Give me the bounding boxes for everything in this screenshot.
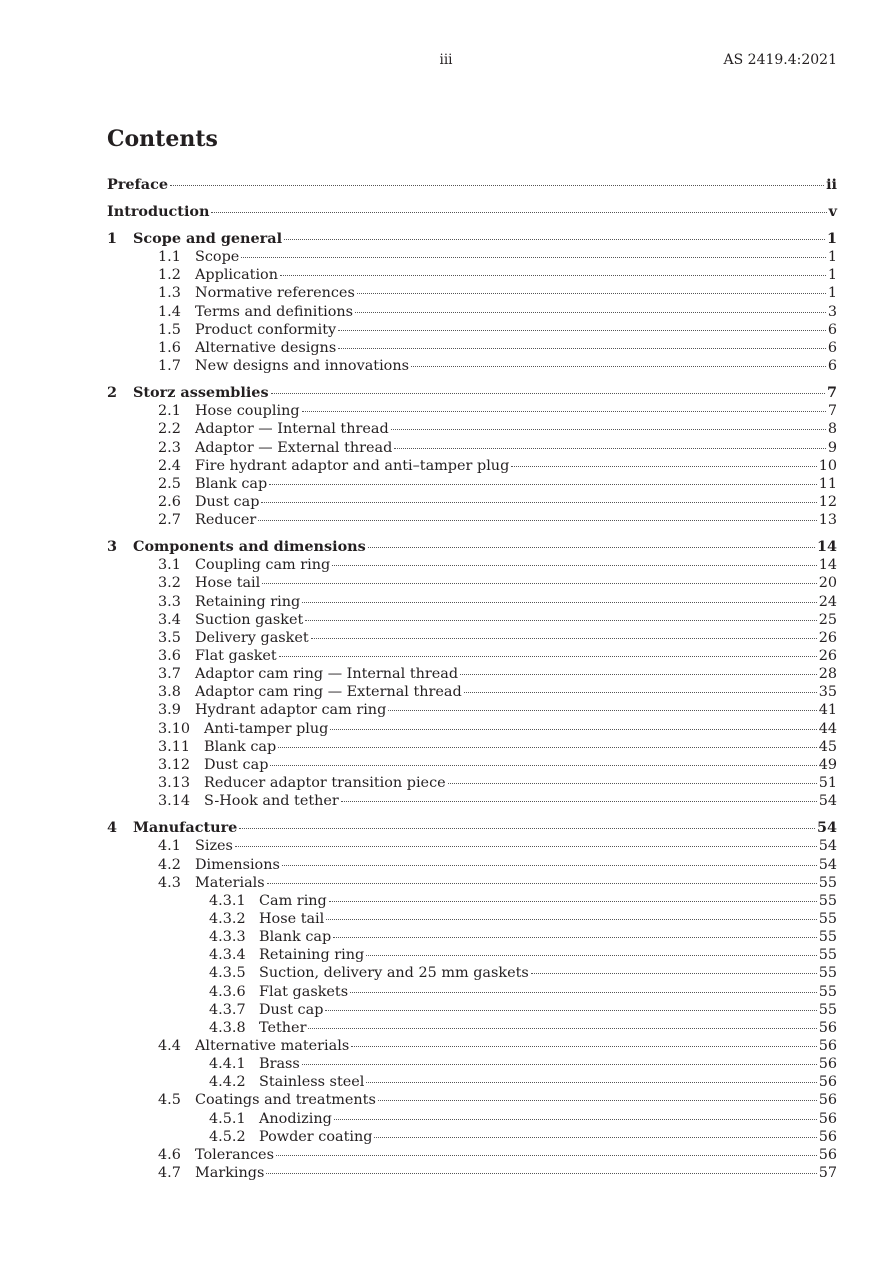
toc-entry-number: 3.7 bbox=[158, 666, 181, 683]
toc-entry-page: 56 bbox=[818, 1019, 837, 1036]
toc-entry-page: 26 bbox=[818, 648, 837, 664]
toc-entry-title: Scope and general bbox=[133, 230, 283, 247]
dot-leader bbox=[460, 674, 817, 675]
dot-leader bbox=[351, 1046, 816, 1047]
dot-leader bbox=[271, 393, 825, 394]
toc-entry[interactable] bbox=[0, 511, 837, 529]
toc-entry-number: 3.10 bbox=[158, 720, 191, 737]
toc-entry-title: Adaptor — Internal thread bbox=[195, 421, 389, 438]
toc-entry-title: Coupling cam ring bbox=[195, 557, 331, 574]
toc-entry-title: Application bbox=[195, 267, 278, 284]
toc-entry-number: 3 bbox=[107, 538, 118, 556]
toc-entry-page: 56 bbox=[818, 1074, 837, 1091]
toc-entry-page: 56 bbox=[818, 1146, 837, 1163]
toc-entry-page: 55 bbox=[818, 983, 837, 1000]
toc-entry-number: 1.4 bbox=[158, 303, 181, 320]
toc-entry[interactable] bbox=[0, 819, 837, 837]
toc-entry-number: 3.12 bbox=[158, 756, 191, 773]
toc-entry-page: ii bbox=[826, 176, 837, 193]
toc-entry-page: 14 bbox=[816, 538, 837, 556]
toc-entry-number: 1.1 bbox=[158, 249, 181, 266]
toc-entry-page: 49 bbox=[818, 756, 837, 773]
toc-entry-title: Coatings and treatments bbox=[195, 1092, 376, 1109]
toc-entry-page: 28 bbox=[818, 666, 837, 683]
toc-entry-page: 54 bbox=[816, 819, 837, 837]
toc-entry-title: Preface bbox=[107, 176, 168, 193]
dot-leader bbox=[266, 1173, 816, 1174]
toc-entry[interactable] bbox=[0, 683, 837, 701]
toc-entry[interactable] bbox=[0, 892, 837, 910]
toc-entry-number: 4.3 bbox=[158, 874, 181, 891]
dot-leader bbox=[374, 1137, 816, 1138]
toc-entry-number: 2.5 bbox=[158, 475, 181, 492]
dot-leader bbox=[284, 239, 825, 240]
toc-entry[interactable] bbox=[0, 339, 837, 357]
toc-entry-title: Adaptor cam ring — Internal thread bbox=[195, 666, 459, 683]
toc-entry[interactable] bbox=[0, 856, 837, 874]
toc-entry-page: 24 bbox=[818, 593, 837, 610]
toc-entry[interactable] bbox=[0, 983, 837, 1001]
toc-entry-number: 4.1 bbox=[158, 838, 181, 855]
toc-entry-page: 14 bbox=[818, 557, 837, 574]
toc-entry-number: 4.4.2 bbox=[209, 1074, 246, 1091]
toc-entry[interactable] bbox=[0, 738, 837, 756]
toc-entry-number: 4.3.2 bbox=[209, 910, 246, 927]
dot-leader bbox=[330, 729, 816, 730]
toc-entry-title: Tether bbox=[259, 1019, 307, 1036]
toc-entry-page: 51 bbox=[818, 775, 837, 792]
dot-leader bbox=[333, 937, 817, 938]
toc-entry[interactable] bbox=[0, 756, 837, 774]
dot-leader bbox=[261, 502, 816, 503]
toc-entry-page: 6 bbox=[827, 358, 837, 375]
toc-entry[interactable] bbox=[0, 611, 837, 629]
toc-entry-page: 35 bbox=[818, 684, 837, 701]
toc-entry-title: Alternative materials bbox=[195, 1038, 350, 1054]
toc-entry-number: 1.6 bbox=[158, 339, 181, 356]
toc-entry-page: 25 bbox=[818, 611, 837, 628]
toc-entry[interactable] bbox=[0, 720, 837, 738]
toc-entry-page: 55 bbox=[818, 1001, 837, 1018]
toc-entry-page: 10 bbox=[818, 457, 837, 474]
toc-entry-number: 4.2 bbox=[158, 856, 181, 873]
toc-entry-page: 56 bbox=[818, 1056, 837, 1073]
dot-leader bbox=[282, 865, 817, 866]
toc-entry-number: 4.3.3 bbox=[209, 929, 246, 946]
toc-entry-title: Introduction bbox=[107, 203, 210, 220]
toc-entry[interactable] bbox=[0, 792, 837, 810]
dot-leader bbox=[350, 992, 817, 993]
toc-entry-title: Dust cap bbox=[195, 493, 260, 510]
toc-entry[interactable] bbox=[0, 556, 837, 574]
toc-entry[interactable] bbox=[0, 964, 837, 982]
toc-entry[interactable] bbox=[0, 538, 837, 556]
toc-entry[interactable] bbox=[0, 230, 837, 248]
toc-entry-number: 1.7 bbox=[158, 358, 181, 375]
dot-leader bbox=[394, 448, 826, 449]
toc-entry-number: 3.6 bbox=[158, 648, 181, 664]
toc-entry[interactable] bbox=[0, 701, 837, 719]
toc-entry-title: New designs and innovations bbox=[195, 358, 410, 375]
toc-entry-title: Terms and definitions bbox=[195, 303, 354, 320]
toc-entry-number: 4.4 bbox=[158, 1038, 181, 1054]
toc-entry-page: 55 bbox=[818, 947, 837, 964]
toc-entry-page: 57 bbox=[818, 1165, 837, 1182]
toc-entry-page: 55 bbox=[818, 929, 837, 946]
toc-entry-title: Manufacture bbox=[133, 819, 238, 837]
toc-entry-title: Flat gaskets bbox=[259, 983, 349, 1000]
toc-entry-title: Components and dimensions bbox=[133, 538, 366, 556]
toc-entry-number: 3.14 bbox=[158, 793, 191, 810]
toc-entry-page: 45 bbox=[818, 738, 837, 755]
dot-leader bbox=[334, 1119, 817, 1120]
toc-entry-page: 41 bbox=[818, 702, 837, 719]
toc-entry-title: Retaining ring bbox=[195, 593, 301, 610]
toc-entry-page: 11 bbox=[818, 475, 837, 492]
toc-entry-number: 4.3.6 bbox=[209, 983, 246, 1000]
dot-leader bbox=[241, 257, 826, 258]
toc-entry-title: Dimensions bbox=[195, 856, 280, 873]
toc-entry[interactable] bbox=[0, 493, 837, 511]
toc-entry-number: 4.4.1 bbox=[209, 1056, 246, 1073]
dot-leader bbox=[270, 765, 816, 766]
dot-leader bbox=[338, 330, 826, 331]
dot-leader bbox=[357, 293, 826, 294]
toc-entry-page: v bbox=[828, 203, 837, 220]
dot-leader bbox=[302, 1064, 817, 1065]
toc-entry-title: Retaining ring bbox=[259, 947, 365, 964]
toc-entry-page: 54 bbox=[818, 793, 837, 810]
toc-entry-page: 1 bbox=[827, 285, 837, 302]
toc-entry-title: Product conformity bbox=[195, 321, 337, 338]
toc-entry[interactable] bbox=[0, 1164, 837, 1182]
toc-entry[interactable] bbox=[0, 203, 837, 221]
toc-entry-title: Adaptor cam ring — External thread bbox=[195, 684, 462, 701]
toc-entry-number: 3.13 bbox=[158, 775, 191, 792]
toc-entry-title: Hose tail bbox=[195, 575, 261, 592]
toc-entry-title: Suction, delivery and 25 mm gaskets bbox=[259, 965, 529, 982]
toc-entry-title: Reducer adaptor transition piece bbox=[204, 775, 446, 792]
toc-entry[interactable] bbox=[0, 874, 837, 892]
toc-entry-number: 3.5 bbox=[158, 629, 181, 646]
toc-entry[interactable] bbox=[0, 321, 837, 339]
toc-entry[interactable] bbox=[0, 837, 837, 855]
toc-entry-number: 3.2 bbox=[158, 575, 181, 592]
dot-leader bbox=[267, 883, 817, 884]
toc-entry-number: 3.9 bbox=[158, 702, 181, 719]
toc-entry-title: Stainless steel bbox=[259, 1074, 365, 1091]
toc-entry[interactable] bbox=[0, 647, 837, 665]
dot-leader bbox=[235, 846, 817, 847]
dot-leader bbox=[448, 783, 817, 784]
toc-entry-number: 4.3.4 bbox=[209, 947, 246, 964]
toc-entry-number: 2.6 bbox=[158, 493, 181, 510]
toc-entry-page: 1 bbox=[827, 267, 837, 284]
toc-entry[interactable] bbox=[0, 774, 837, 792]
toc-entry-number: 4.7 bbox=[158, 1165, 181, 1182]
toc-entry-page: 7 bbox=[827, 403, 837, 420]
toc-entry[interactable] bbox=[0, 629, 837, 647]
toc-entry-number: 2.1 bbox=[158, 403, 181, 420]
toc-entry-title: Flat gasket bbox=[195, 648, 277, 664]
dot-leader bbox=[411, 366, 826, 367]
toc-entry-page: 56 bbox=[818, 1128, 837, 1145]
toc-entry[interactable] bbox=[0, 1037, 837, 1055]
toc-entry-title: Normative references bbox=[195, 285, 355, 302]
toc-entry[interactable] bbox=[0, 1091, 837, 1109]
dot-leader bbox=[302, 602, 816, 603]
dot-leader bbox=[366, 955, 816, 956]
dot-leader bbox=[329, 901, 817, 902]
toc-entry-number: 3.8 bbox=[158, 684, 181, 701]
toc-entry-number: 3.11 bbox=[158, 738, 191, 755]
toc-entry-number: 1.3 bbox=[158, 285, 181, 302]
dot-leader bbox=[308, 1028, 816, 1029]
toc-entry-page: 55 bbox=[818, 892, 837, 909]
toc-entry-page: 56 bbox=[818, 1092, 837, 1109]
dot-leader bbox=[388, 710, 816, 711]
toc-entry[interactable] bbox=[0, 1055, 837, 1073]
toc-entry-title: Fire hydrant adaptor and anti–tamper plug bbox=[195, 457, 510, 474]
toc-entry-title: Materials bbox=[195, 874, 265, 891]
toc-entry-page: 44 bbox=[818, 720, 837, 737]
dot-leader bbox=[278, 747, 817, 748]
toc-entry-page: 3 bbox=[827, 303, 837, 320]
toc-entry-number: 2.2 bbox=[158, 421, 181, 438]
toc-entry[interactable] bbox=[0, 248, 837, 266]
toc-entry[interactable] bbox=[0, 665, 837, 683]
toc-entry[interactable] bbox=[0, 439, 837, 457]
toc-entry-number: 3.1 bbox=[158, 557, 181, 574]
toc-entry[interactable] bbox=[0, 475, 837, 493]
toc-entry-page: 7 bbox=[826, 384, 837, 402]
toc-entry[interactable] bbox=[0, 928, 837, 946]
toc-entry-number: 3.3 bbox=[158, 593, 181, 610]
toc-entry-title: Adaptor — External thread bbox=[195, 439, 393, 456]
toc-entry-title: Blank cap bbox=[195, 475, 268, 492]
toc-entry-number: 4.3.7 bbox=[209, 1001, 246, 1018]
dot-leader bbox=[378, 1100, 817, 1101]
toc-entry-page: 9 bbox=[827, 439, 837, 456]
toc-entry-number: 1 bbox=[107, 230, 118, 247]
toc-entry-page: 20 bbox=[818, 575, 837, 592]
toc-entry[interactable] bbox=[0, 284, 837, 302]
dot-leader bbox=[366, 1082, 816, 1083]
toc-entry-page: 12 bbox=[818, 493, 837, 510]
dot-leader bbox=[262, 583, 816, 584]
toc-entry-title: Hose tail bbox=[259, 910, 325, 927]
toc-entry[interactable] bbox=[0, 593, 837, 611]
toc-entry-page: 8 bbox=[827, 421, 837, 438]
toc-entry[interactable] bbox=[0, 303, 837, 321]
toc-entry-page: 54 bbox=[818, 856, 837, 873]
toc-entry[interactable] bbox=[0, 1146, 837, 1164]
toc-entry-title: Scope bbox=[195, 249, 240, 266]
dot-leader bbox=[311, 638, 817, 639]
toc-entry[interactable] bbox=[0, 266, 837, 284]
dot-leader bbox=[170, 185, 824, 186]
toc-entry[interactable] bbox=[0, 910, 837, 928]
toc-entry[interactable] bbox=[0, 420, 837, 438]
toc-entry-page: 56 bbox=[818, 1038, 837, 1054]
toc-entry-title: Sizes bbox=[195, 838, 233, 855]
toc-entry-title: Storz assemblies bbox=[133, 384, 269, 402]
contents-heading: Contents bbox=[107, 126, 218, 152]
toc-entry[interactable] bbox=[0, 457, 837, 475]
toc-entry-page: 55 bbox=[818, 965, 837, 982]
toc-entry-page: 55 bbox=[818, 874, 837, 891]
toc-entry-title: Dust cap bbox=[204, 756, 269, 773]
toc-entry-title: S-Hook and tether bbox=[204, 793, 339, 810]
toc-entry[interactable] bbox=[0, 1110, 837, 1128]
toc-entry[interactable] bbox=[0, 176, 837, 194]
toc-entry-title: Delivery gasket bbox=[195, 629, 309, 646]
dot-leader bbox=[239, 828, 815, 829]
toc-entry[interactable] bbox=[0, 1019, 837, 1037]
toc-entry[interactable] bbox=[0, 402, 837, 420]
toc-entry-title: Alternative designs bbox=[195, 339, 337, 356]
toc-entry[interactable] bbox=[0, 574, 837, 592]
toc-entry-number: 1.5 bbox=[158, 321, 181, 338]
toc-entry-number: 2.7 bbox=[158, 512, 181, 529]
toc-entry-page: 13 bbox=[818, 512, 837, 529]
toc-entry-number: 2.3 bbox=[158, 439, 181, 456]
dot-leader bbox=[325, 1010, 816, 1011]
page-number: iii bbox=[439, 52, 453, 68]
toc-entry-title: Markings bbox=[195, 1165, 265, 1182]
dot-leader bbox=[391, 429, 826, 430]
dot-leader bbox=[326, 919, 816, 920]
toc-entry-title: Suction gasket bbox=[195, 611, 304, 628]
toc-entry-number: 4 bbox=[107, 819, 118, 837]
toc-entry-page: 56 bbox=[818, 1110, 837, 1127]
toc-entry-title: Hose coupling bbox=[195, 403, 300, 420]
dot-leader bbox=[269, 484, 817, 485]
toc-entry-title: Anodizing bbox=[259, 1110, 332, 1127]
toc-entry[interactable] bbox=[0, 1073, 837, 1091]
toc-entry-number: 1.2 bbox=[158, 267, 181, 284]
toc-entry-page: 6 bbox=[827, 321, 837, 338]
toc-entry-title: Anti-tamper plug bbox=[204, 720, 329, 737]
dot-leader bbox=[368, 547, 815, 548]
toc-entry-page: 6 bbox=[827, 339, 837, 356]
dot-leader bbox=[531, 973, 817, 974]
toc-entry-title: Tolerances bbox=[195, 1146, 274, 1163]
toc-entry[interactable] bbox=[0, 1001, 837, 1019]
toc-entry[interactable] bbox=[0, 946, 837, 964]
dot-leader bbox=[355, 312, 826, 313]
toc-entry[interactable] bbox=[0, 1128, 837, 1146]
toc-entry-number: 2 bbox=[107, 384, 118, 402]
dot-leader bbox=[276, 1155, 817, 1156]
toc-entry[interactable] bbox=[0, 384, 837, 402]
toc-entry-number: 2.4 bbox=[158, 457, 181, 474]
dot-leader bbox=[332, 565, 816, 566]
toc-entry-title: Blank cap bbox=[204, 738, 277, 755]
toc-entry-title: Dust cap bbox=[259, 1001, 324, 1018]
toc-entry-title: Hydrant adaptor cam ring bbox=[195, 702, 387, 719]
dot-leader bbox=[511, 466, 816, 467]
dot-leader bbox=[280, 275, 826, 276]
toc-entry-title: Reducer bbox=[195, 512, 257, 529]
toc-entry-number: 4.5 bbox=[158, 1092, 181, 1109]
dot-leader bbox=[279, 656, 817, 657]
toc-entry-title: Cam ring bbox=[259, 892, 327, 909]
toc-entry-number: 3.4 bbox=[158, 611, 181, 628]
toc-entry[interactable] bbox=[0, 357, 837, 375]
dot-leader bbox=[464, 692, 817, 693]
toc-entry-number: 4.3.8 bbox=[209, 1019, 246, 1036]
toc-entry-page: 1 bbox=[827, 249, 837, 266]
dot-leader bbox=[338, 348, 826, 349]
toc-entry-page: 26 bbox=[818, 629, 837, 646]
dot-leader bbox=[302, 411, 826, 412]
toc-entry-number: 4.5.2 bbox=[209, 1128, 246, 1145]
dot-leader bbox=[305, 620, 816, 621]
toc-entry-page: 54 bbox=[818, 838, 837, 855]
dot-leader bbox=[341, 801, 817, 802]
toc-entry-number: 4.6 bbox=[158, 1146, 181, 1163]
toc-entry-number: 4.5.1 bbox=[209, 1110, 246, 1127]
toc-entry-title: Brass bbox=[259, 1056, 300, 1073]
toc-entry-title: Powder coating bbox=[259, 1128, 373, 1145]
document-id: AS 2419.4:2021 bbox=[723, 52, 837, 68]
dot-leader bbox=[258, 520, 816, 521]
toc-entry-page: 1 bbox=[826, 230, 837, 247]
toc-entry-title: Blank cap bbox=[259, 929, 332, 946]
toc-entry-page: 55 bbox=[818, 910, 837, 927]
toc-entry-number: 4.3.5 bbox=[209, 965, 246, 982]
dot-leader bbox=[211, 212, 826, 213]
toc-entry-number: 4.3.1 bbox=[209, 892, 246, 909]
